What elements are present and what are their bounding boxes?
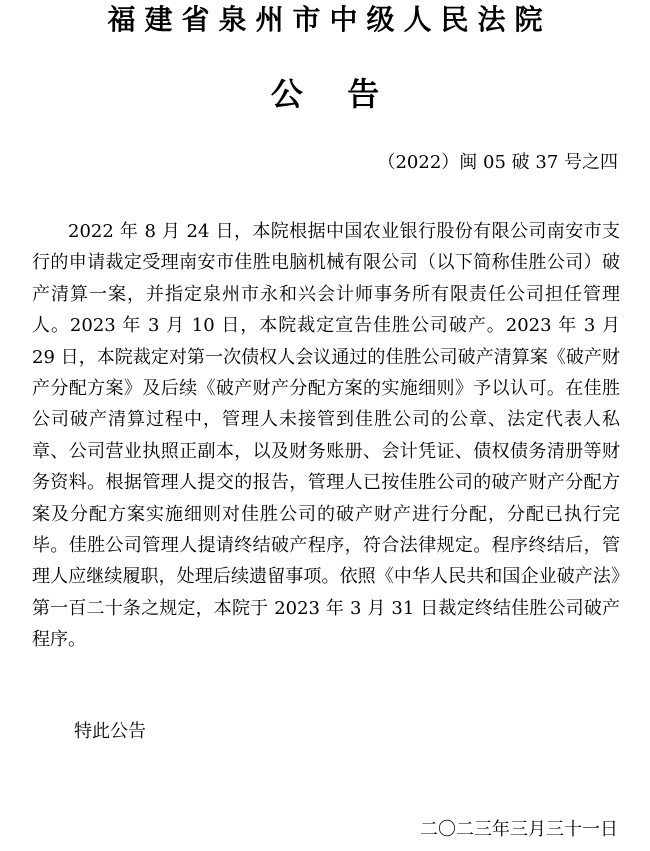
- issue-date: 二〇二三年三月三十一日: [420, 819, 618, 840]
- announcement-body: 2022 年 8 月 24 日，本院根据中国农业银行股份有限公司南安市支行的申请裁定受理南安市佳胜电脑机械有限公司（以下简称佳胜公司）破产清算一案，并指定泉州市永和兴会计师事务所有限责任公司担任管理人。2023 年 3 月 10 日，本院裁定宣告佳胜公司破产。2023 年 3 月 29 日，本院裁定对第一次债权人会议通过的佳胜公司破产清算案《破产财产分配方案》及后续《破产财产分配方案的实施细则》予以认可。在佳胜公司破产清算过程中，管理人未接管到佳胜公司的公章、法定代表人私章、公司营业执照正副本，以及财务账册、会计凭证、债权债务清册等财务资料。根据管理人提交的报告，管理人已按佳胜公司的破产财产分配方案及分配方案实施细则对佳胜公司的破产财产进行分配，分配已执行完毕。佳胜公司管理人提请终结破产程序，符合法律规定。程序终结后，管理人应继续履职，处理后续遗留事项。依照《中华人民共和国企业破产法》第一百二十条之规定，本院于 2023 年 3 月 31 日裁定终结佳胜公司破产程序。: [32, 221, 620, 651]
- case-number: （2022）闽 05 破 37 号之四: [377, 152, 618, 173]
- document-title: 公 告: [270, 75, 380, 113]
- closing-phrase: 特此公告: [74, 721, 146, 742]
- court-name: 福建省泉州市中级人民法院: [107, 3, 552, 36]
